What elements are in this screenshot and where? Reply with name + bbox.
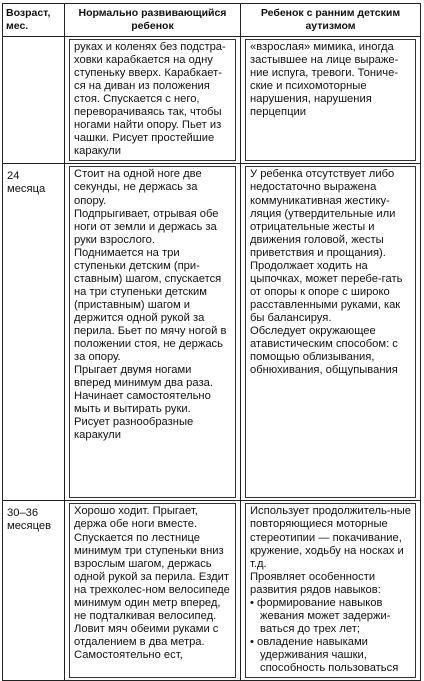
normal-cell bbox=[65, 501, 241, 681]
header-age: Возраст, мес. bbox=[3, 4, 65, 37]
autism-cell bbox=[241, 501, 421, 681]
paragraph: Проявляет особенности развития рядов навыков: bbox=[250, 570, 381, 596]
header-autism: Ребенок с ранним детским аутизмом bbox=[241, 4, 421, 37]
age-cell: 30–36 месяцев bbox=[3, 501, 65, 681]
normal-cell bbox=[65, 164, 241, 501]
bullet-item: • формирование навыков жевания может задержи-ваться до трех лет; bbox=[250, 596, 391, 635]
paragraph: Рисует разнообразные каракули bbox=[74, 416, 194, 442]
header-row bbox=[3, 4, 421, 37]
paragraph: «взрослая» мимика, иногда застывшее на лице выраже-ние испуга, тревоги. Тониче-ские и психомоторные нарушения, нарушения перцепции bbox=[250, 41, 399, 119]
development-table bbox=[2, 3, 421, 681]
paragraph: Спускается по лестнице минимум три ступеньки вниз взрослым шагом, держась одной рукой за перила. Ездит на трехколес-ном велосипеде минимум один метр вперед, не подталкивая велосипед. bbox=[74, 531, 230, 622]
table-row bbox=[3, 164, 421, 501]
paragraph: Самостоятельно ест, bbox=[74, 648, 183, 661]
normal-text-block bbox=[69, 503, 236, 678]
autism-text-block bbox=[245, 166, 416, 498]
paragraph: Подпрыгивает, отрывая обе ноги от земли и держась за руки взрослого. bbox=[74, 207, 219, 246]
autism-cell bbox=[241, 37, 421, 164]
normal-cell bbox=[65, 37, 241, 164]
bullet-item: • овладение навыками удерживания чашки, способность пользоваться bbox=[250, 635, 399, 674]
paragraph: Прыгает двумя ногами вперед минимум два раза. bbox=[74, 364, 213, 390]
paragraph: Хорошо ходит. Прыгает, держа обе ноги вместе. bbox=[74, 505, 198, 531]
paragraph: Ловит мяч обеими руками с отдалением в два метра. bbox=[74, 622, 219, 648]
paragraph: Начинает самостоятельно мыть и вытирать руки. bbox=[74, 390, 211, 416]
autism-text-block bbox=[245, 503, 416, 678]
paragraph: руках и коленях без подстра-ховки карабкается на одну ступеньку вверх. Карабкает-ся на диван из положения стоя. Спускается с него, переворачиваясь так, чтобы ногами найти опору. Пьет из чашки. Рисует простейшие каракули bbox=[74, 41, 226, 158]
paragraph: Обследует окружающее атавистическим способом: с помощью облизывания, обнюхивания, общупывания bbox=[250, 324, 398, 377]
normal-text-block bbox=[69, 39, 236, 161]
paragraph: Использует продолжитель-ные повторяющиеся моторные стереотипии — покачивание, кружение, ходьбу на носках и т.д. bbox=[250, 505, 411, 570]
age-cell: 24 месяца bbox=[3, 164, 65, 501]
paragraph: Продолжает ходить на цыпочках, может перебе-гать от опоры к опоре с широко расставленными руками, как бы балансируя. bbox=[250, 259, 403, 324]
age-cell bbox=[3, 37, 65, 164]
paragraph: Стоит на одной ноге две секунды, не держась за опору. bbox=[74, 168, 202, 207]
table-row bbox=[3, 37, 421, 164]
header-normal: Нормально развивающийся ребенок bbox=[65, 4, 241, 37]
autism-cell bbox=[241, 164, 421, 501]
table-row bbox=[3, 501, 421, 681]
normal-text-block bbox=[69, 166, 236, 498]
paragraph: Поднимается на три ступеньки детским (при-ставным) шагом, спускается на три ступеньки детским (приставным) шагом и держится одной рукой за перила. Бьет по мячу ногой в положении стоя, не держась за опору. bbox=[74, 246, 227, 364]
paragraph: У ребенка отсутствует либо недостаточно выражена коммуникативная жестику-ляция (утвердительные или отрицательные жесты и движения головой, жесты приветствия и прощания). bbox=[250, 168, 396, 259]
autism-text-block bbox=[245, 39, 416, 161]
